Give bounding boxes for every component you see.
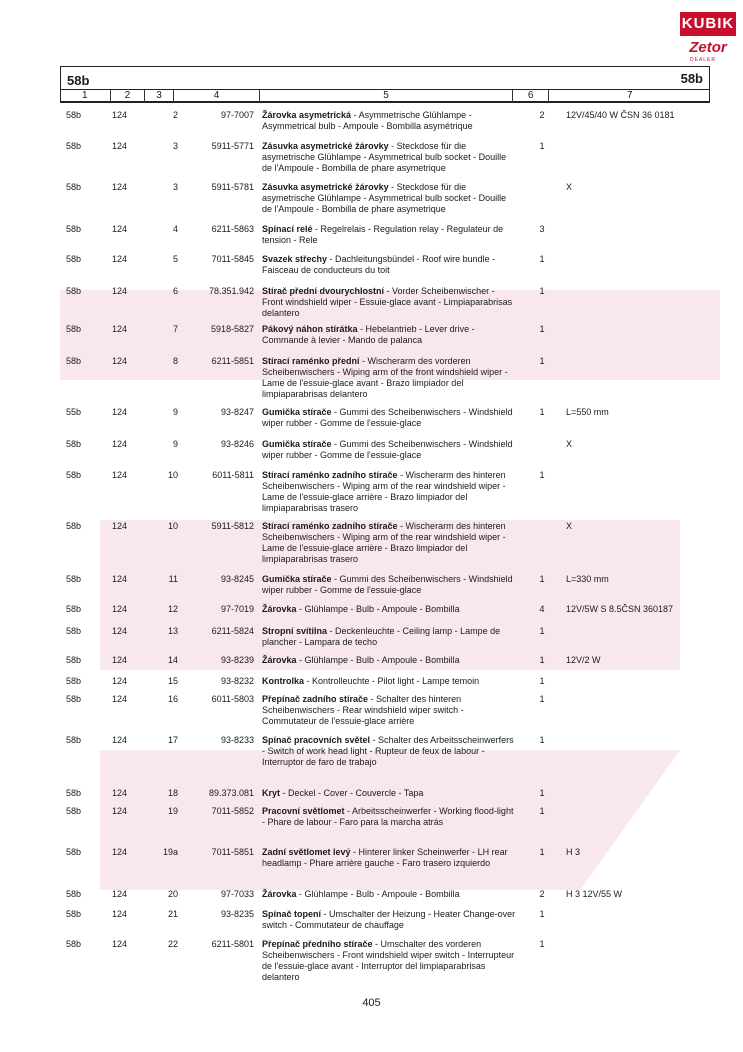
row-column-1: 58b: [66, 356, 82, 366]
row-position: 12: [167, 604, 178, 614]
row-description: [262, 889, 516, 900]
row-column-2: 124: [112, 224, 128, 234]
row-position: 6: [172, 286, 178, 296]
row-column-1: 58b: [66, 655, 82, 665]
row-column-2: 124: [112, 110, 128, 120]
row-part-number: 93-8239: [220, 655, 254, 665]
row-part-name: Zásuvka asymetrické žárovky: [262, 182, 389, 192]
row-part-name: Žárovka: [262, 604, 297, 614]
row-position: 14: [167, 655, 178, 665]
row-note: H 3: [566, 847, 581, 857]
row-quantity: 3: [539, 224, 545, 234]
row-description: [262, 439, 516, 461]
row-description: [262, 356, 516, 400]
row-column-2: 124: [112, 806, 128, 816]
zetor-brand: Zetor: [689, 39, 727, 56]
row-part-name: Spínací relé: [262, 224, 313, 234]
row-column-1: 58b: [66, 286, 82, 296]
row-quantity: 1: [539, 470, 545, 480]
row-part-name: Spínač pracovních světel: [262, 735, 371, 745]
row-part-number: 97-7019: [220, 604, 254, 614]
row-part-name: Zásuvka asymetrické žárovky: [262, 141, 389, 151]
row-column-2: 124: [112, 939, 128, 949]
row-column-2: 124: [112, 604, 128, 614]
row-position: 19a: [162, 847, 178, 857]
row-column-2: 124: [112, 574, 128, 584]
row-quantity: 1: [539, 676, 545, 686]
dealer-label: DEALER: [690, 57, 717, 63]
row-quantity: 1: [539, 286, 545, 296]
row-column-2: 124: [112, 788, 128, 798]
row-quantity: 1: [539, 356, 545, 366]
row-note: X: [566, 182, 573, 192]
row-description: [262, 676, 516, 687]
row-position: 5: [172, 254, 178, 264]
row-note: 12V/45/40 W ČSN 36 0181: [566, 110, 675, 120]
column-header-3: 3: [145, 90, 174, 102]
row-part-number: 7011-5851: [211, 847, 254, 857]
page-number: 405: [362, 997, 381, 1009]
row-quantity: 1: [539, 694, 545, 704]
row-quantity: 1: [539, 407, 545, 417]
row-description: [262, 110, 516, 132]
row-part-name: Kryt: [262, 788, 281, 798]
row-position: 18: [167, 788, 178, 798]
row-translations: - Gummi des Scheibenwischers - Windshield wiper rubber - Gomme de l'essuie-glace: [262, 574, 513, 595]
row-column-1: 58b: [66, 626, 82, 636]
row-description: [262, 574, 516, 596]
row-part-number: 6211-5863: [211, 224, 254, 234]
row-column-2: 124: [112, 182, 128, 192]
row-translations: - Wischerarm des hinteren Scheibenwischers - Wiping arm of the rear windshield wiper - Lame de l'essuie-glace arrière - Brazo limpiador del limpiaparabrisas trasero: [262, 521, 506, 564]
row-translations: - Umschalter der Heizung - Heater Change-over switch - Commutateur de chauffage: [262, 909, 516, 930]
row-column-1: 58b: [66, 470, 82, 480]
row-part-number: 97-7007: [220, 110, 254, 120]
row-quantity: 4: [539, 604, 545, 614]
row-position: 15: [167, 676, 178, 686]
row-column-2: 124: [112, 356, 128, 366]
row-column-2: 124: [112, 735, 128, 745]
row-column-1: 58b: [66, 324, 82, 334]
row-quantity: 1: [539, 254, 545, 264]
row-quantity: 2: [539, 889, 545, 899]
row-position: 16: [167, 694, 178, 704]
row-column-1: 58b: [66, 574, 82, 584]
row-translations: - Steckdose für die asymetrische Glühlampe - Asymmetrical bulb socket - Douille de l'Ampoule - Bombilla de phare asymetrique: [262, 182, 507, 214]
row-column-1: 58b: [66, 676, 82, 686]
row-position: 20: [167, 889, 178, 899]
row-column-1: 58b: [66, 939, 82, 949]
row-translations: - Arbeitsscheinwerfer - Working flood-light - Phare de labour - Faro para la marcha atrás: [262, 806, 514, 827]
row-part-name: Přepínač zadního stírače: [262, 694, 369, 704]
row-column-1: 58b: [66, 847, 82, 857]
row-part-number: 97-7033: [220, 889, 254, 899]
column-header-1: 1: [60, 90, 111, 102]
row-description: [262, 224, 516, 246]
row-note: X: [566, 521, 573, 531]
row-position: 7: [172, 324, 178, 334]
row-translations: - Glühlampe - Bulb - Ampoule - Bombilla: [296, 655, 460, 665]
row-translations: - Glühlampe - Bulb - Ampoule - Bombilla: [296, 889, 460, 899]
row-part-number: 6211-5801: [211, 939, 254, 949]
row-column-2: 124: [112, 407, 128, 417]
row-position: 17: [167, 735, 178, 745]
row-translations: - Asymmetrische Glühlampe - Asymmetrical bulb - Ampoule - Bombilla asymétrique: [262, 110, 473, 131]
row-part-name: Gumička stírače: [262, 439, 332, 449]
row-part-name: Žárovka asymetrická: [262, 110, 352, 120]
row-part-number: 7011-5845: [211, 254, 254, 264]
row-description: [262, 788, 516, 799]
row-column-2: 124: [112, 655, 128, 665]
row-quantity: 1: [539, 626, 545, 636]
row-position: 2: [172, 110, 178, 120]
row-translations: - Regelrelais - Regulation relay - Regulateur de tension - Rele: [262, 224, 504, 245]
column-header-5: 5: [260, 90, 513, 102]
row-position: 3: [172, 182, 178, 192]
kubik-brand: KUBIK: [680, 12, 736, 36]
row-translations: - Umschalter des vorderen Scheibenwischers - Front windshield wiper switch - Interrupteur de l'essuie-glace avant - Interruptor del limpiaparabrisas delantero: [262, 939, 515, 982]
row-position: 8: [172, 356, 178, 366]
row-column-1: 58b: [66, 439, 82, 449]
row-column-1: 58b: [66, 694, 82, 704]
row-part-number: 5911-5771: [211, 141, 254, 151]
row-translations: - Vorder Scheibenwischer - Front windshield wiper - Essuie-glace avant - Limpiaparabrisas delantero: [262, 286, 513, 318]
column-header-4: 4: [174, 90, 260, 102]
row-translations: - Steckdose für die asymetrische Glühlampe - Asymmetrical bulb socket - Douille de l'Ampoule - Bombilla de phare asymetrique: [262, 141, 507, 173]
row-quantity: 1: [539, 655, 545, 665]
row-column-1: 58b: [66, 735, 82, 745]
row-part-number: 7011-5852: [211, 806, 254, 816]
row-note: X: [566, 439, 573, 449]
section-code-left: 58b: [67, 73, 90, 88]
row-part-number: 6211-5851: [211, 356, 254, 366]
row-column-2: 124: [112, 909, 128, 919]
row-column-2: 124: [112, 324, 128, 334]
row-part-number: 93-8232: [220, 676, 254, 686]
row-part-name: Gumička stírače: [262, 407, 332, 417]
row-column-1: 58b: [66, 182, 82, 192]
row-description: [262, 141, 516, 174]
row-part-number: 93-8245: [220, 574, 254, 584]
row-position: 21: [167, 909, 178, 919]
row-description: [262, 909, 516, 931]
row-translations: - Dachleitungsbündel - Roof wire bundle - Faisceau de conducteurs du toit: [262, 254, 496, 275]
row-note: L=550 mm: [566, 407, 609, 417]
row-column-2: 124: [112, 470, 128, 480]
row-part-name: Zadní světlomet levý: [262, 847, 351, 857]
row-part-name: Přepínač předního stírače: [262, 939, 373, 949]
row-description: [262, 626, 516, 648]
column-header-7: 7: [626, 90, 633, 101]
row-description: [262, 655, 516, 666]
row-translations: - Wischerarm des hinteren Scheibenwischers - Wiping arm of the rear windshield wiper - Lame de l'essuie-glace arrière - Brazo limpiador del limpiaparabrisas trasero: [262, 470, 506, 513]
row-position: 22: [167, 939, 178, 949]
row-part-number: 93-8235: [220, 909, 254, 919]
row-position: 13: [167, 626, 178, 636]
row-description: [262, 939, 516, 983]
row-column-2: 124: [112, 521, 128, 531]
row-translations: - Glühlampe - Bulb - Ampoule - Bombilla: [296, 604, 460, 614]
row-column-1: 58b: [66, 909, 82, 919]
row-translations: - Hinterer linker Scheinwerfer - LH rear headlamp - Phare arrière gauche - Faro trasero izquierdo: [262, 847, 508, 868]
row-translations: - Wischerarm des vorderen Scheibenwischers - Wiping arm of the front windshield wiper - Lame de l'essuie-glace avant - Brazo limpiador del limpiaparabrisas delantero: [262, 356, 508, 399]
row-translations: - Schalter des hinteren Scheibenwischers - Rear windshield wiper switch - Commutateur de l'essuie-glace arrière: [262, 694, 464, 726]
row-part-number: 6011-5803: [211, 694, 254, 704]
row-part-name: Gumička stírače: [262, 574, 332, 584]
row-position: 10: [167, 521, 178, 531]
row-description: [262, 470, 516, 514]
row-part-name: Stírací raménko zadního stírače: [262, 521, 398, 531]
row-description: [262, 407, 516, 429]
row-note: L=330 mm: [566, 574, 609, 584]
row-note: H 3 12V/55 W: [566, 889, 623, 899]
row-part-name: Pákový náhon stírátka: [262, 324, 358, 334]
row-description: [262, 286, 516, 319]
row-column-2: 124: [112, 847, 128, 857]
row-column-1: 58b: [66, 788, 82, 798]
row-part-number: 89.373.081: [208, 788, 254, 798]
row-position: 9: [172, 439, 178, 449]
row-quantity: 1: [539, 735, 545, 745]
row-quantity: 1: [539, 909, 545, 919]
row-position: 3: [172, 141, 178, 151]
row-part-number: 5911-5812: [211, 521, 254, 531]
row-part-name: Stírač přední dvourychlostní: [262, 286, 385, 296]
row-description: [262, 806, 516, 828]
row-description: [262, 521, 516, 565]
row-position: 9: [172, 407, 178, 417]
row-column-1: 55b: [66, 407, 82, 417]
row-quantity: 1: [539, 788, 545, 798]
row-part-name: Stírací raménko zadního stírače: [262, 470, 398, 480]
row-translations: - Kontrolleuchte - Pilot light - Lampe temoin: [304, 676, 480, 686]
row-part-name: Stírací raménko přední: [262, 356, 360, 366]
column-header-6: 6: [513, 90, 550, 102]
row-column-1: 58b: [66, 604, 82, 614]
row-part-name: Stropní svítilna: [262, 626, 328, 636]
row-column-2: 124: [112, 694, 128, 704]
row-column-1: 58b: [66, 141, 82, 151]
row-description: [262, 735, 516, 768]
row-description: [262, 694, 516, 727]
row-part-name: Žárovka: [262, 655, 297, 665]
row-quantity: 1: [539, 324, 545, 334]
section-code-right: 58b: [680, 71, 703, 86]
row-part-name: Svazek střechy: [262, 254, 328, 264]
row-translations: - Schalter des Arbeitsscheinwerfers - Switch of work head light - Rupteur de feux de labour - Interruptor de faro de trabajo: [262, 735, 514, 767]
row-column-1: 58b: [66, 110, 82, 120]
row-quantity: 1: [539, 574, 545, 584]
row-quantity: 1: [539, 141, 545, 151]
row-position: 19: [167, 806, 178, 816]
row-position: 11: [168, 574, 178, 584]
row-note: 12V/2 W: [566, 655, 601, 665]
row-quantity: 1: [539, 847, 545, 857]
row-translations: - Deckel - Cover - Couvercle - Tapa: [280, 788, 424, 798]
row-part-number: 5911-5781: [211, 182, 254, 192]
row-description: [262, 254, 516, 276]
row-column-2: 124: [112, 141, 128, 151]
row-description: [262, 182, 516, 215]
row-part-number: 93-8233: [220, 735, 254, 745]
row-column-1: 58b: [66, 521, 82, 531]
row-column-1: 58b: [66, 889, 82, 899]
row-translations: - Deckenleuchte - Ceiling lamp - Lampe de plancher - Lampara de techo: [262, 626, 501, 647]
row-column-2: 124: [112, 626, 128, 636]
row-part-number: 6011-5811: [212, 470, 254, 480]
row-part-name: Pracovní světlomet: [262, 806, 345, 816]
row-position: 4: [172, 224, 178, 234]
row-translations: - Gummi des Scheibenwischers - Windshield wiper rubber - Gomme de l'essuie-glace: [262, 439, 513, 460]
row-part-number: 6211-5824: [211, 626, 254, 636]
row-part-number: 93-8246: [220, 439, 254, 449]
row-translations: - Gummi des Scheibenwischers - Windshield wiper rubber - Gomme de l'essuie-glace: [262, 407, 513, 428]
row-translations: - Hebelantrieb - Lever drive - Commande à levier - Mando de palanca: [262, 324, 475, 345]
row-column-2: 124: [112, 676, 128, 686]
row-column-1: 58b: [66, 806, 82, 816]
row-part-name: Kontrolka: [262, 676, 305, 686]
row-description: [262, 847, 516, 869]
row-description: [262, 324, 516, 346]
row-quantity: 1: [539, 806, 545, 816]
row-part-name: Spínač topení: [262, 909, 322, 919]
row-column-2: 124: [112, 889, 128, 899]
row-note: 12V/5W S 8.5ČSN 360187: [566, 604, 674, 614]
row-column-1: 58b: [66, 254, 82, 264]
row-position: 10: [167, 470, 178, 480]
row-description: [262, 604, 516, 615]
kubik-zetor-logo: [680, 12, 736, 64]
row-part-number: 5918-5827: [210, 324, 254, 334]
row-column-2: 124: [112, 254, 128, 264]
row-part-number: 93-8247: [220, 407, 254, 417]
column-header-row: [60, 89, 710, 103]
row-part-name: Žárovka: [262, 889, 297, 899]
row-column-1: 58b: [66, 224, 82, 234]
column-header-2: 2: [111, 90, 146, 102]
row-quantity: 2: [539, 110, 545, 120]
row-column-2: 124: [112, 439, 128, 449]
row-part-number: 78.351.942: [208, 286, 254, 296]
row-quantity: 1: [539, 939, 545, 949]
row-column-2: 124: [112, 286, 128, 296]
